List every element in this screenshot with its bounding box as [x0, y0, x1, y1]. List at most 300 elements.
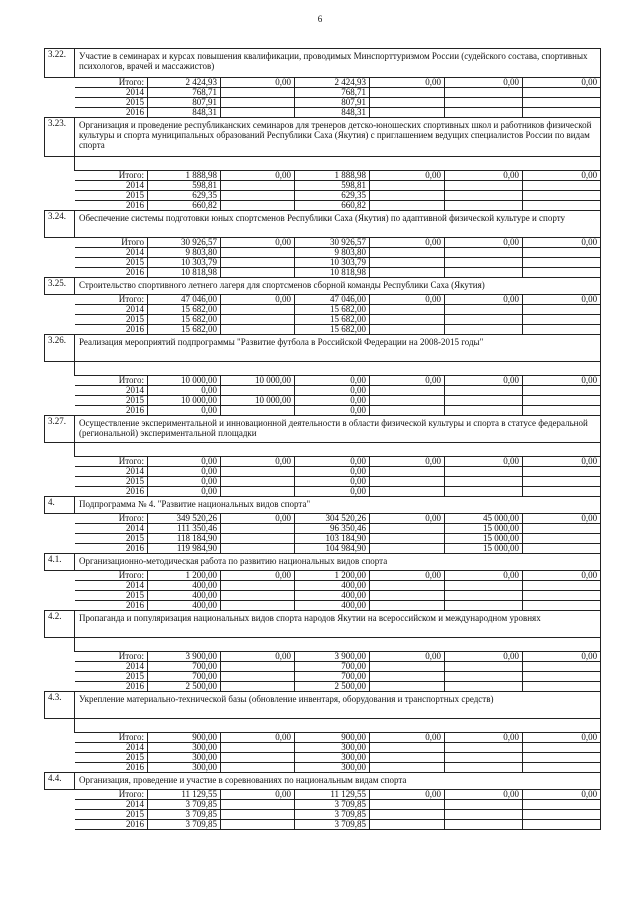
value-cell: 10 818,98	[148, 268, 221, 278]
row-label: 2015	[75, 258, 148, 268]
value-cell: 400,00	[148, 581, 221, 591]
value-cell	[221, 467, 295, 477]
budget-table	[44, 48, 601, 830]
value-cell: 3 709,85	[295, 800, 370, 810]
value-cell: 0,00	[221, 790, 295, 800]
value-cell	[445, 477, 523, 487]
row-label: 2014	[75, 467, 148, 477]
value-cell: 15 682,00	[148, 305, 221, 315]
row-label: 2014	[75, 305, 148, 315]
value-cell: 15 682,00	[295, 325, 370, 335]
value-cell	[221, 601, 295, 611]
value-cell: 0,00	[221, 295, 295, 305]
value-cell: 0,00	[445, 571, 523, 581]
table-row	[45, 88, 601, 98]
value-cell	[370, 396, 445, 406]
empty-cell	[45, 457, 75, 467]
value-cell	[523, 305, 601, 315]
value-cell: 0,00	[148, 477, 221, 487]
value-cell	[370, 810, 445, 820]
value-cell: 47 046,00	[295, 295, 370, 305]
value-cell	[523, 98, 601, 108]
value-cell: 0,00	[445, 295, 523, 305]
table-row	[45, 514, 601, 524]
value-cell: 400,00	[148, 601, 221, 611]
spacer-row	[45, 157, 601, 171]
empty-cell	[45, 790, 75, 800]
empty-cell	[45, 467, 75, 477]
value-cell: 3 709,85	[295, 810, 370, 820]
value-cell: 103 184,90	[295, 534, 370, 544]
table-row	[45, 376, 601, 386]
value-cell: 1 888,98	[148, 171, 221, 181]
value-cell	[370, 763, 445, 773]
value-cell: 0,00	[370, 376, 445, 386]
row-label: 2015	[75, 591, 148, 601]
row-label: 2016	[75, 201, 148, 211]
value-cell	[445, 810, 523, 820]
spacer-cell	[75, 157, 601, 171]
section-number: 3.26.	[45, 335, 75, 362]
value-cell	[221, 524, 295, 534]
table-row	[45, 477, 601, 487]
row-label: 2014	[75, 662, 148, 672]
value-cell	[523, 181, 601, 191]
section-title: Участие в семинарах и курсах повышения квалификации, проводимых Минспорттуризмом России (судейского состава, спортивных психологов, врачей и массажистов)	[75, 49, 601, 78]
empty-cell	[45, 544, 75, 554]
table-row	[45, 763, 601, 773]
section-number: 4.	[45, 497, 75, 514]
value-cell: 10 000,00	[148, 376, 221, 386]
spacer-row	[45, 443, 601, 457]
row-label: 2016	[75, 763, 148, 773]
value-cell	[221, 534, 295, 544]
value-cell: 11 129,55	[295, 790, 370, 800]
value-cell: 0,00	[370, 171, 445, 181]
section-title: Организация и проведение республиканских семинаров для тренеров детско-юношеских спортивных школ и работников физической культуры и спорта муниципальных образований Республики Саха (Якутия) с приглашением ведущих специалистов России по видам спорта	[75, 118, 601, 157]
value-cell	[221, 181, 295, 191]
value-cell: 0,00	[295, 376, 370, 386]
value-cell: 660,82	[295, 201, 370, 211]
value-cell: 807,91	[148, 98, 221, 108]
value-cell	[370, 477, 445, 487]
value-cell	[523, 467, 601, 477]
value-cell: 598,81	[148, 181, 221, 191]
value-cell: 2 424,93	[295, 78, 370, 88]
value-cell	[370, 305, 445, 315]
section-title: Подпрограмма № 4. "Развитие национальных видов спорта"	[75, 497, 601, 514]
value-cell: 807,91	[295, 98, 370, 108]
value-cell	[445, 98, 523, 108]
empty-cell	[45, 571, 75, 581]
value-cell	[221, 581, 295, 591]
value-cell: 0,00	[370, 733, 445, 743]
row-label: 2016	[75, 325, 148, 335]
table-row	[45, 78, 601, 88]
value-cell: 300,00	[295, 753, 370, 763]
row-label: Итого:	[75, 78, 148, 88]
value-cell: 15 682,00	[148, 325, 221, 335]
spacer-cell	[45, 362, 75, 376]
value-cell: 0,00	[523, 571, 601, 581]
value-cell	[221, 191, 295, 201]
value-cell	[221, 386, 295, 396]
section-header-row	[45, 416, 601, 443]
value-cell: 104 984,90	[295, 544, 370, 554]
value-cell	[445, 763, 523, 773]
value-cell: 3 709,85	[148, 820, 221, 830]
value-cell: 0,00	[445, 457, 523, 467]
value-cell: 10 000,00	[148, 396, 221, 406]
section-title: Осуществление экспериментальной и инновационной деятельности в области физической культуры и спорта в статусе федеральной (региональной) экспериментальной площадки	[75, 416, 601, 443]
section-header-row	[45, 554, 601, 571]
value-cell	[445, 406, 523, 416]
section-header-row	[45, 611, 601, 638]
value-cell: 400,00	[295, 591, 370, 601]
value-cell	[221, 248, 295, 258]
value-cell	[370, 524, 445, 534]
page-number: 6	[317, 14, 323, 24]
spacer-row	[45, 638, 601, 652]
value-cell: 700,00	[148, 672, 221, 682]
value-cell	[221, 98, 295, 108]
value-cell: 119 984,90	[148, 544, 221, 554]
value-cell: 304 520,26	[295, 514, 370, 524]
row-label: 2014	[75, 181, 148, 191]
section-title: Строительство спортивного летнего лагеря для спортсменов сборной команды Республики Саха (Якутия)	[75, 278, 601, 295]
value-cell: 118 184,90	[148, 534, 221, 544]
empty-cell	[45, 295, 75, 305]
value-cell	[370, 201, 445, 211]
value-cell: 3 709,85	[148, 800, 221, 810]
value-cell	[445, 396, 523, 406]
row-label: 2016	[75, 268, 148, 278]
value-cell	[221, 743, 295, 753]
section-header-row	[45, 278, 601, 295]
value-cell: 2 500,00	[295, 682, 370, 692]
value-cell	[221, 810, 295, 820]
value-cell: 0,00	[221, 571, 295, 581]
value-cell	[221, 763, 295, 773]
value-cell	[523, 743, 601, 753]
value-cell	[370, 467, 445, 477]
section-title: Обеспечение системы подготовки юных спортсменов Республики Саха (Якутия) по адаптивной физической культуре и спорту	[75, 211, 601, 238]
value-cell	[445, 487, 523, 497]
value-cell: 629,35	[295, 191, 370, 201]
value-cell	[221, 800, 295, 810]
empty-cell	[45, 591, 75, 601]
section-title: Реализация мероприятий подпрограммы "Развитие футбола в Российской Федерации на 2008-2015 годы"	[75, 335, 601, 362]
empty-cell	[45, 396, 75, 406]
value-cell: 0,00	[445, 171, 523, 181]
value-cell: 0,00	[295, 487, 370, 497]
value-cell: 598,81	[295, 181, 370, 191]
value-cell: 9 803,80	[148, 248, 221, 258]
section-title: Пропаганда и популяризация национальных видов спорта народов Якутии на всероссийском и международном уровнях	[75, 611, 601, 638]
value-cell: 0,00	[445, 238, 523, 248]
value-cell	[523, 544, 601, 554]
value-cell: 0,00	[523, 457, 601, 467]
value-cell: 0,00	[523, 790, 601, 800]
value-cell: 0,00	[295, 477, 370, 487]
row-label: 2014	[75, 248, 148, 258]
value-cell: 400,00	[148, 591, 221, 601]
table-row	[45, 268, 601, 278]
value-cell: 0,00	[295, 457, 370, 467]
table-row	[45, 171, 601, 181]
value-cell: 2 424,93	[148, 78, 221, 88]
section-number: 3.22.	[45, 49, 75, 78]
table-row	[45, 457, 601, 467]
value-cell: 0,00	[523, 514, 601, 524]
value-cell: 96 350,46	[295, 524, 370, 534]
spacer-cell	[75, 638, 601, 652]
value-cell	[370, 181, 445, 191]
section-number: 3.23.	[45, 118, 75, 157]
value-cell	[445, 672, 523, 682]
value-cell: 0,00	[221, 78, 295, 88]
value-cell	[523, 191, 601, 201]
value-cell	[523, 763, 601, 773]
value-cell	[523, 487, 601, 497]
value-cell: 3 900,00	[295, 652, 370, 662]
row-label: Итого:	[75, 295, 148, 305]
empty-cell	[45, 820, 75, 830]
value-cell: 3 709,85	[148, 810, 221, 820]
row-label: 2016	[75, 406, 148, 416]
value-cell	[370, 544, 445, 554]
table-row	[45, 672, 601, 682]
value-cell	[370, 268, 445, 278]
empty-cell	[45, 800, 75, 810]
value-cell	[221, 315, 295, 325]
row-label: 2015	[75, 477, 148, 487]
table-row	[45, 406, 601, 416]
value-cell: 0,00	[370, 78, 445, 88]
value-cell: 300,00	[295, 743, 370, 753]
row-label: 2015	[75, 315, 148, 325]
row-label: Итого:	[75, 652, 148, 662]
value-cell: 0,00	[148, 457, 221, 467]
value-cell: 629,35	[148, 191, 221, 201]
value-cell	[523, 662, 601, 672]
value-cell: 45 000,00	[445, 514, 523, 524]
empty-cell	[45, 524, 75, 534]
row-label: Итого	[75, 238, 148, 248]
value-cell	[523, 258, 601, 268]
value-cell	[221, 258, 295, 268]
value-cell	[370, 98, 445, 108]
value-cell	[221, 108, 295, 118]
spacer-cell	[75, 362, 601, 376]
value-cell: 47 046,00	[148, 295, 221, 305]
empty-cell	[45, 581, 75, 591]
value-cell: 0,00	[148, 406, 221, 416]
empty-cell	[45, 672, 75, 682]
value-cell	[221, 820, 295, 830]
value-cell	[221, 682, 295, 692]
empty-cell	[45, 315, 75, 325]
empty-cell	[45, 662, 75, 672]
value-cell: 0,00	[445, 78, 523, 88]
value-cell: 0,00	[295, 406, 370, 416]
table-row	[45, 662, 601, 672]
value-cell	[370, 248, 445, 258]
value-cell	[370, 487, 445, 497]
value-cell: 848,31	[148, 108, 221, 118]
spacer-cell	[45, 638, 75, 652]
table-row	[45, 753, 601, 763]
table-row	[45, 108, 601, 118]
budget-table-container	[44, 48, 600, 830]
value-cell: 1 200,00	[295, 571, 370, 581]
value-cell	[523, 534, 601, 544]
value-cell: 848,31	[295, 108, 370, 118]
value-cell	[445, 662, 523, 672]
table-row	[45, 98, 601, 108]
section-title: Организационно-методическая работа по развитию национальных видов спорта	[75, 554, 601, 571]
value-cell: 15 682,00	[295, 315, 370, 325]
section-number: 3.24.	[45, 211, 75, 238]
row-label: 2015	[75, 191, 148, 201]
value-cell: 111 350,46	[148, 524, 221, 534]
empty-cell	[45, 652, 75, 662]
section-number: 4.1.	[45, 554, 75, 571]
row-label: 2014	[75, 524, 148, 534]
empty-cell	[45, 248, 75, 258]
value-cell	[523, 591, 601, 601]
row-label: Итого:	[75, 376, 148, 386]
value-cell: 0,00	[523, 733, 601, 743]
table-row	[45, 325, 601, 335]
value-cell: 1 200,00	[148, 571, 221, 581]
value-cell: 0,00	[221, 457, 295, 467]
value-cell: 3 900,00	[148, 652, 221, 662]
value-cell	[445, 800, 523, 810]
value-cell	[370, 315, 445, 325]
value-cell	[523, 406, 601, 416]
table-row	[45, 315, 601, 325]
row-label: Итого:	[75, 514, 148, 524]
table-row	[45, 181, 601, 191]
section-header-row	[45, 773, 601, 790]
value-cell: 15 000,00	[445, 524, 523, 534]
section-number: 3.27.	[45, 416, 75, 443]
value-cell	[523, 201, 601, 211]
value-cell: 0,00	[295, 396, 370, 406]
value-cell	[445, 201, 523, 211]
value-cell	[445, 191, 523, 201]
empty-cell	[45, 171, 75, 181]
value-cell	[445, 601, 523, 611]
value-cell	[445, 305, 523, 315]
row-label: 2015	[75, 98, 148, 108]
spacer-cell	[45, 443, 75, 457]
value-cell	[445, 181, 523, 191]
value-cell	[523, 820, 601, 830]
value-cell: 0,00	[370, 295, 445, 305]
value-cell	[370, 753, 445, 763]
value-cell: 700,00	[295, 672, 370, 682]
row-label: 2015	[75, 753, 148, 763]
value-cell	[370, 108, 445, 118]
empty-cell	[45, 743, 75, 753]
value-cell	[221, 662, 295, 672]
table-row	[45, 591, 601, 601]
value-cell	[370, 534, 445, 544]
spacer-row	[45, 362, 601, 376]
empty-cell	[45, 682, 75, 692]
value-cell: 2 500,00	[148, 682, 221, 692]
table-row	[45, 800, 601, 810]
value-cell: 0,00	[221, 652, 295, 662]
table-row	[45, 534, 601, 544]
value-cell	[221, 753, 295, 763]
section-title: Организация, проведение и участие в соревнованиях по национальным видам спорта	[75, 773, 601, 790]
value-cell	[523, 248, 601, 258]
value-cell	[523, 268, 601, 278]
empty-cell	[45, 201, 75, 211]
section-number: 4.4.	[45, 773, 75, 790]
table-row	[45, 652, 601, 662]
empty-cell	[45, 763, 75, 773]
value-cell: 0,00	[370, 652, 445, 662]
value-cell: 9 803,80	[295, 248, 370, 258]
table-row	[45, 201, 601, 211]
table-row	[45, 524, 601, 534]
row-label: 2016	[75, 682, 148, 692]
empty-cell	[45, 98, 75, 108]
value-cell	[445, 315, 523, 325]
value-cell	[370, 820, 445, 830]
table-row	[45, 295, 601, 305]
empty-cell	[45, 108, 75, 118]
empty-cell	[45, 534, 75, 544]
row-label: 2015	[75, 396, 148, 406]
value-cell: 15 682,00	[295, 305, 370, 315]
table-row	[45, 396, 601, 406]
value-cell: 0,00	[370, 790, 445, 800]
value-cell	[445, 325, 523, 335]
value-cell	[370, 581, 445, 591]
value-cell	[445, 248, 523, 258]
value-cell	[370, 88, 445, 98]
table-row	[45, 790, 601, 800]
table-row	[45, 191, 601, 201]
value-cell: 0,00	[523, 376, 601, 386]
value-cell: 300,00	[295, 763, 370, 773]
value-cell: 10 000,00	[221, 376, 295, 386]
value-cell	[221, 268, 295, 278]
spacer-cell	[45, 157, 75, 171]
value-cell: 15 682,00	[148, 315, 221, 325]
value-cell: 0,00	[445, 790, 523, 800]
value-cell: 0,00	[295, 467, 370, 477]
value-cell: 0,00	[295, 386, 370, 396]
spacer-cell	[75, 443, 601, 457]
value-cell	[523, 108, 601, 118]
row-label: 2014	[75, 88, 148, 98]
value-cell	[445, 581, 523, 591]
value-cell: 700,00	[148, 662, 221, 672]
section-number: 3.25.	[45, 278, 75, 295]
value-cell	[523, 800, 601, 810]
table-row	[45, 248, 601, 258]
value-cell	[370, 386, 445, 396]
section-header-row	[45, 49, 601, 78]
empty-cell	[45, 514, 75, 524]
table-row	[45, 238, 601, 248]
